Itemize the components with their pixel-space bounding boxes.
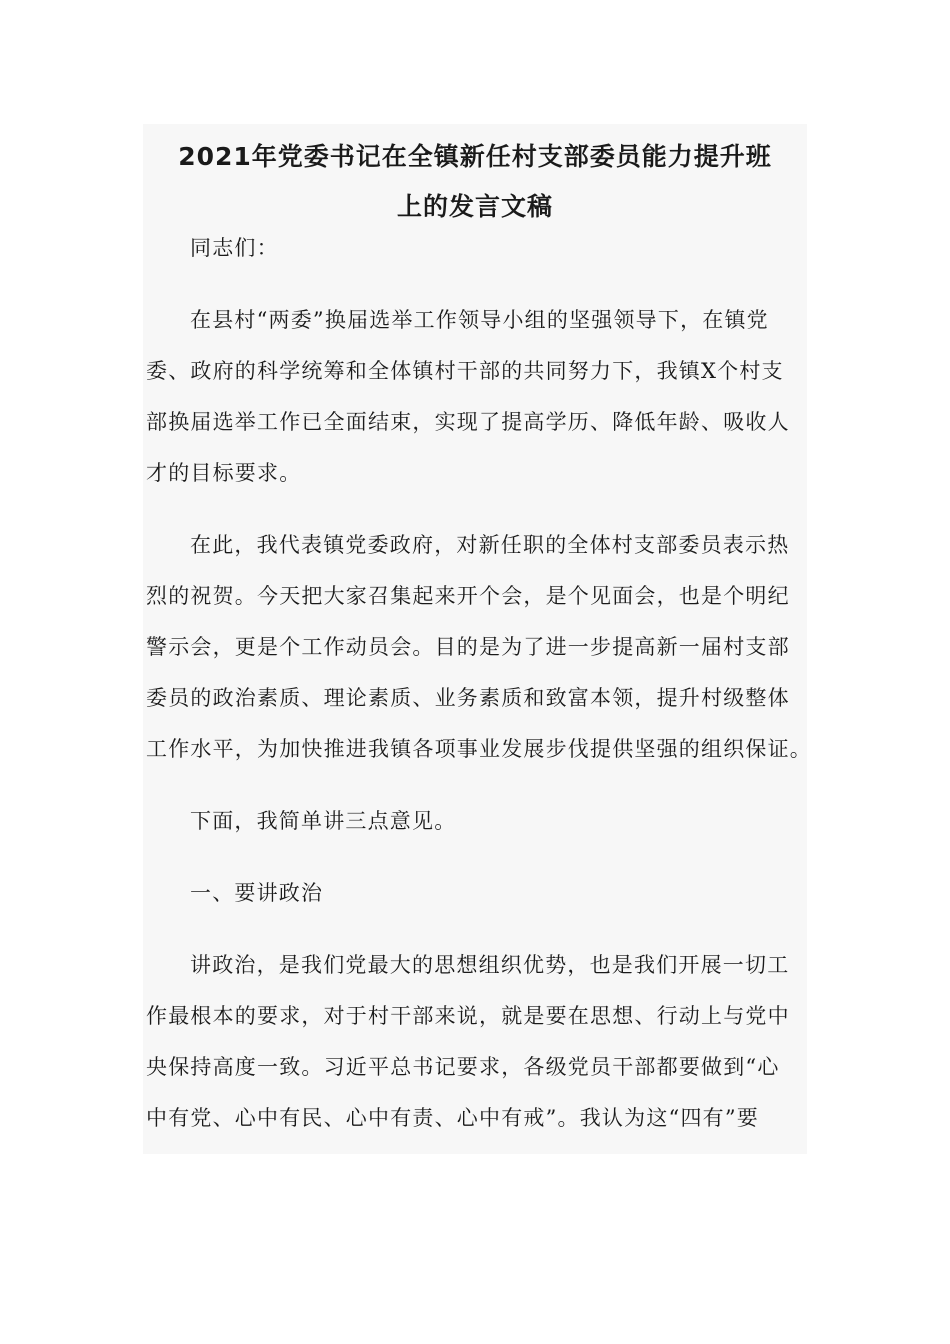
text-line: 部换届选举工作已全面结束，实现了提高学历、降低年龄、吸收人 bbox=[146, 410, 790, 434]
text-line: 在此，我代表镇党委政府，对新任职的全体村支部委员表示热 bbox=[190, 533, 790, 557]
text-line: 委、政府的科学统筹和全体镇村干部的共同努力下，我镇X个村支 bbox=[146, 359, 784, 383]
text-line: 讲政治，是我们党最大的思想组织优势，也是我们开展一切工 bbox=[190, 953, 790, 977]
text-line: 下面，我简单讲三点意见。 bbox=[190, 809, 457, 833]
title-line-2: 上的发言文稿 bbox=[396, 192, 553, 221]
text-line: 一、要讲政治 bbox=[190, 881, 324, 905]
text-line: 央保持高度一致。习近平总书记要求，各级党员干部都要做到“心 bbox=[146, 1055, 780, 1079]
text-line: 才的目标要求。 bbox=[146, 461, 302, 485]
paragraph-2 bbox=[146, 520, 812, 775]
text-line: 警示会，更是个工作动员会。目的是为了进一步提高新一届村支部 bbox=[146, 635, 790, 659]
paragraph-4 bbox=[146, 940, 806, 1144]
text-line: 中有党、心中有民、心中有责、心中有戒”。我认为这“四有”要 bbox=[146, 1106, 760, 1130]
section-heading-1 bbox=[146, 868, 806, 919]
paragraph-1 bbox=[146, 295, 806, 499]
text-line: 委员的政治素质、理论素质、业务素质和致富本领，提升村级整体 bbox=[146, 686, 790, 710]
paragraph-3 bbox=[146, 796, 806, 847]
title-line-1: 2021年党委书记在全镇新任村支部委员能力提升班 bbox=[178, 142, 772, 171]
document-body bbox=[146, 223, 812, 1165]
document-title bbox=[143, 132, 807, 232]
text-line: 作最根本的要求，对于村干部来说，就是要在思想、行动上与党中 bbox=[146, 1004, 790, 1028]
salutation: 同志们： bbox=[190, 236, 279, 260]
text-line: 在县村“两委”换届选举工作领导小组的坚强领导下，在镇党 bbox=[190, 308, 769, 332]
text-line: 工作水平，为加快推进我镇各项事业发展步伐提供坚强的组织保证。 bbox=[146, 737, 812, 761]
text-line: 烈的祝贺。今天把大家召集起来开个会，是个见面会，也是个明纪 bbox=[146, 584, 790, 608]
